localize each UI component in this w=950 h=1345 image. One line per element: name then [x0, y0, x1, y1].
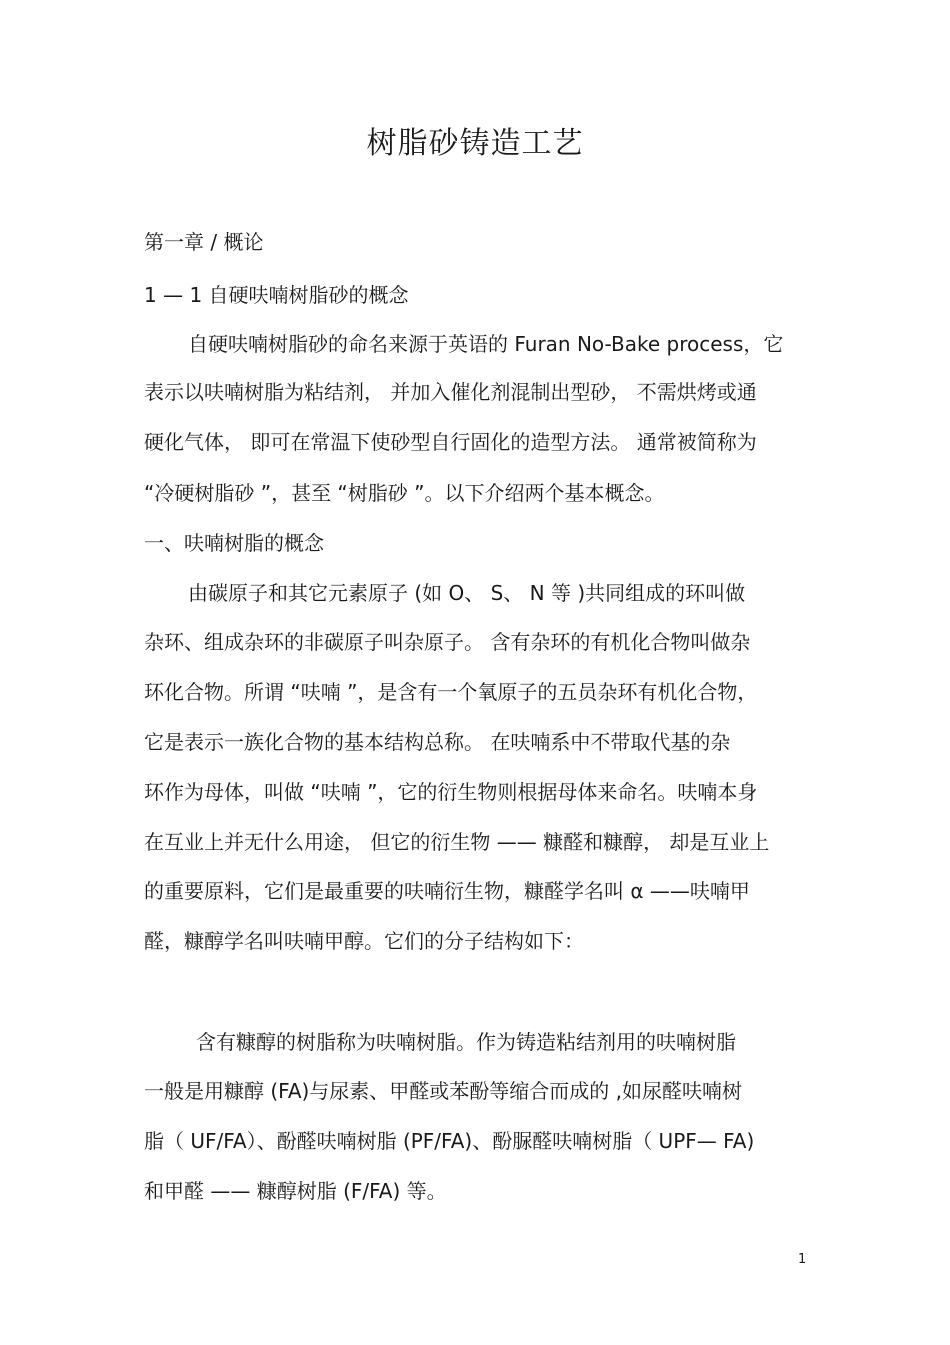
paragraph-line: 在互业上并无什么用途， 但它的衍生物 —— 糠醛和糠醇， 却是互业上	[144, 830, 770, 854]
paragraph-line: 它是表示一族化合物的基本结构总称。 在呋喃系中不带取代基的杂	[144, 730, 731, 754]
page-number: 1	[798, 1252, 807, 1267]
paragraph-line: 和甲醛 —— 糠醇树脂 (F/FA) 等。	[144, 1179, 447, 1203]
paragraph-line: 脂（ UF/FA）、酚醛呋喃树脂 (PF/FA)、酚脲醛呋喃树脂（ UPF— FA)	[144, 1129, 755, 1153]
section-heading: 1 — 1 自硬呋喃树脂砂的概念	[144, 283, 409, 307]
paragraph-line: 含有糠醇的树脂称为呋喃树脂。作为铸造粘结剂用的呋喃树脂	[196, 1030, 736, 1054]
document-title: 树脂砂铸造工艺	[366, 126, 584, 161]
paragraph-line: 环化合物。所谓 “呋喃 ”，是含有一个氧原子的五员杂环有机化合物，	[144, 680, 758, 704]
paragraph-line: 的重要原料，它们是最重要的呋喃衍生物，糠醛学名叫 α ——呋喃甲	[144, 879, 750, 903]
paragraph-line: 杂环、组成杂环的非碳原子叫杂原子。 含有杂环的有机化合物叫做杂	[144, 630, 751, 654]
paragraph-line: “冷硬树脂砂 ”，甚至 “树脂砂 ”。以下介绍两个基本概念。	[144, 481, 665, 505]
paragraph-line: 环作为母体，叫做 “呋喃 ”，它的衍生物则根据母体来命名。呋喃本身	[144, 780, 758, 804]
paragraph-line: 一般是用糠醇 (FA)与尿素、甲醛或苯酚等缩合而成的 ,如尿醛呋喃树	[144, 1079, 743, 1103]
paragraph-line: 醛，糠醇学名叫呋喃甲醇。它们的分子结构如下：	[144, 929, 584, 953]
paragraph-line: 由碳原子和其它元素原子 (如 O、 S、 N 等 )共同组成的环叫做	[188, 581, 746, 605]
subsection-heading: 一、呋喃树脂的概念	[144, 531, 324, 555]
paragraph-line: 表示以呋喃树脂为粘结剂， 并加入催化剂混制出型砂， 不需烘烤或通	[144, 380, 757, 404]
chapter-heading: 第一章 / 概论	[144, 230, 264, 254]
paragraph-line: 自硬呋喃树脂砂的命名来源于英语的 Furan No-Bake process，它	[188, 332, 784, 356]
paragraph-line: 硬化气体， 即可在常温下使砂型自行固化的造型方法。 通常被简称为	[144, 430, 757, 454]
